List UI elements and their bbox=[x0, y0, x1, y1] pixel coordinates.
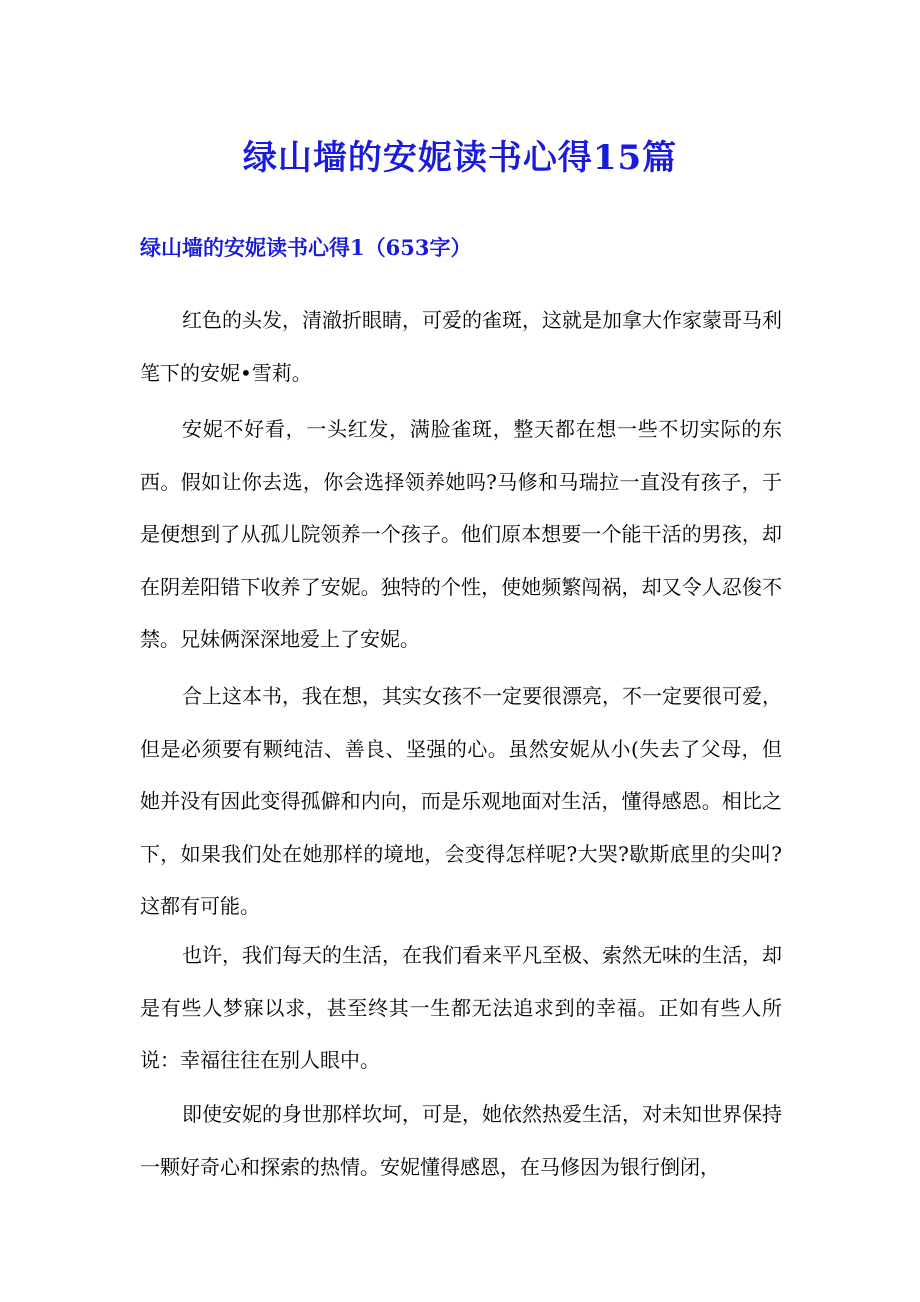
paragraph-1: 红色的头发，清澈折眼睛，可爱的雀斑，这就是加拿大作家蒙哥马利笔下的安妮•雪莉。 bbox=[140, 308, 782, 385]
paragraph-2: 安妮不好看，一头红发，满脸雀斑，整天都在想一些不切实际的东西。假如让你去选，你会选择领养她吗?马修和马瑞拉一直没有孩子，于是便想到了从孤儿院领养一个孩子。他们原本想要一个能干活的男孩，却在阴差阳错下收养了安妮。独特的个性，使她频繁闯祸，却又令人忍俊不禁。兄妹俩深深地爱上了安妮。 bbox=[140, 417, 782, 651]
paragraph-5: 即使安妮的身世那样坎坷，可是，她依然热爱生活，对未知世界保持一颗好奇心和探索的热情。安妮懂得感恩，在马修因为银行倒闭， bbox=[140, 1102, 782, 1179]
paragraph-4: 也许，我们每天的生活，在我们看来平凡至极、索然无味的生活，却是有些人梦寐以求，甚至终其一生都无法追求到的幸福。正如有些人所说：幸福往往在别人眼中。 bbox=[140, 943, 782, 1072]
section-heading: 绿山墙的安妮读书心得1（653字） bbox=[140, 235, 472, 260]
document-title: 绿山墙的安妮读书心得15篇 bbox=[242, 138, 678, 178]
paragraph-3: 合上这本书，我在想，其实女孩不一定要很漂亮，不一定要很可爱，但是必须要有颗纯洁、善良、坚强的心。虽然安妮从小(失去了父母，但她并没有因此变得孤僻和内向，而是乐观地面对生活，懂得感恩。相比之下，如果我们处在她那样的境地，会变得怎样呢?大哭?歇斯底里的尖叫?这都有可能。 bbox=[140, 684, 782, 918]
